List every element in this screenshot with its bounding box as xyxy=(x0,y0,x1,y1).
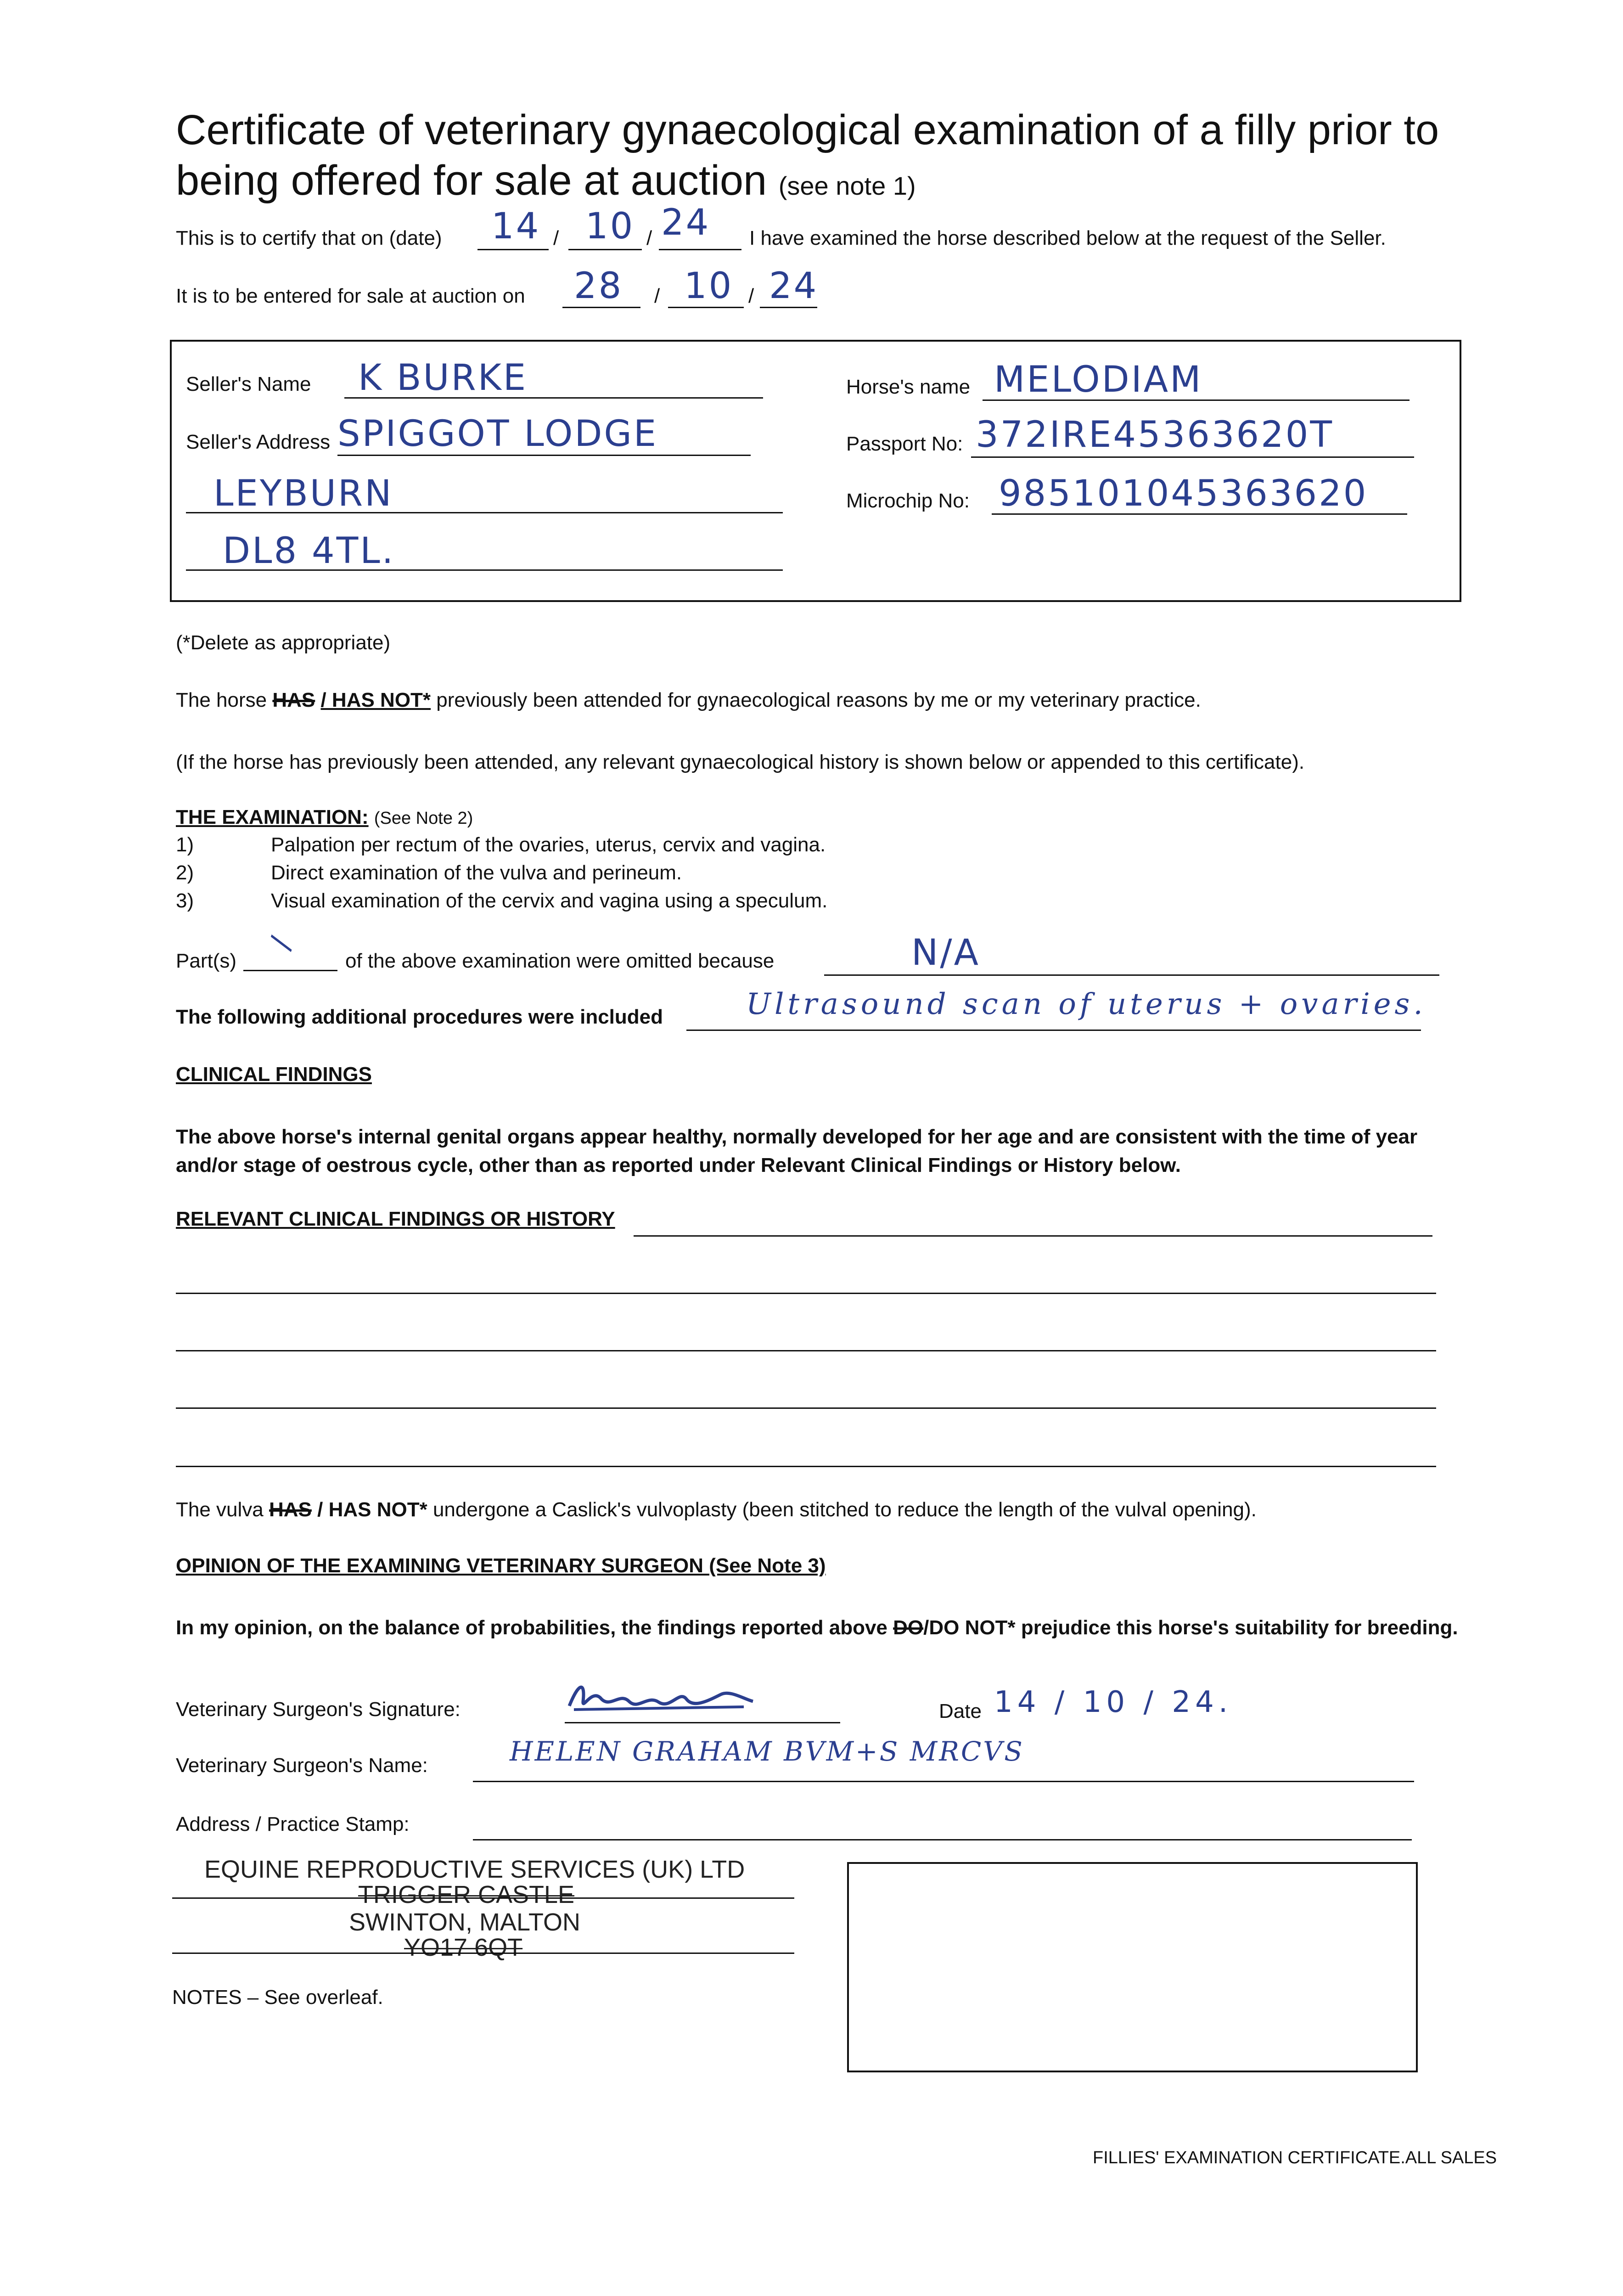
seller-address-line3[interactable]: DL8 4TL. xyxy=(223,530,395,572)
vulva-suffix: undergone a Caslick's vulvoplasty (been stitched to reduce the length of the vulval opening). xyxy=(432,1498,1257,1521)
exam-date-month[interactable]: 10 xyxy=(585,206,635,247)
exam-date-day[interactable]: 14 xyxy=(491,206,541,247)
attended-prefix: The horse xyxy=(176,689,267,711)
exam-item-1-text: Palpation per rectum of the ovaries, uterus, cervix and vagina. xyxy=(271,833,826,856)
omitted-parts-value[interactable]: / xyxy=(263,931,299,954)
clinical-statement: The above horse's internal genital organs appear healthy, normally developed for her age and are consistent with the time of year and/or stage of oestrous cycle, other than as reported under Relevant Clinical Findings or History below. xyxy=(176,1125,1418,1176)
attended-kept[interactable]: / HAS NOT* xyxy=(320,689,431,711)
stamp-line-3: SWINTON, MALTON xyxy=(349,1908,581,1936)
sale-date-sep2: / xyxy=(748,285,754,307)
relevant-line-5[interactable] xyxy=(176,1466,1436,1467)
attended-suffix: previously been attended for gynaecological reasons by me or my veterinary practice. xyxy=(436,689,1201,711)
surgeon-name-label: Veterinary Surgeon's Name: xyxy=(176,1754,428,1777)
examination-note: (See Note 2) xyxy=(374,809,473,828)
title-note: (see note 1) xyxy=(778,171,916,200)
sale-date-month[interactable]: 10 xyxy=(684,265,734,307)
date-label: Date xyxy=(939,1700,982,1722)
relevant-line-4[interactable] xyxy=(176,1407,1436,1409)
sale-prefix: It is to be entered for sale at auction on xyxy=(176,285,525,307)
opinion-kept[interactable]: /DO NOT* xyxy=(923,1616,1016,1639)
exam-item-2-num: 2) xyxy=(176,861,194,884)
relevant-line-3[interactable] xyxy=(176,1350,1436,1351)
delete-note: (*Delete as appropriate) xyxy=(176,631,391,654)
sale-date-sep1: / xyxy=(654,285,660,307)
attended-struck: HAS xyxy=(272,689,315,711)
title-main: Certificate of veterinary gynaecological examination of a filly prior to being offered for sale at auction xyxy=(176,107,1439,204)
omitted-reason[interactable]: N/A xyxy=(911,932,980,974)
relevant-line-1[interactable] xyxy=(634,1235,1432,1237)
seller-name-label: Seller's Name xyxy=(186,373,311,395)
seller-address-label: Seller's Address xyxy=(186,431,331,453)
seller-address-line1[interactable]: SPIGGOT LODGE xyxy=(337,413,658,455)
microchip-label: Microchip No: xyxy=(846,490,970,512)
opinion-struck: DO xyxy=(893,1616,924,1639)
exam-date-year[interactable]: 24 xyxy=(661,202,711,243)
omitted-mid: of the above examination were omitted because xyxy=(345,950,775,972)
vulva-struck: HAS xyxy=(269,1498,312,1521)
passport-label: Passport No: xyxy=(846,433,963,455)
signature-label: Veterinary Surgeon's Signature: xyxy=(176,1698,461,1721)
relevant-heading: RELEVANT CLINICAL FINDINGS OR HISTORY xyxy=(176,1208,615,1230)
certificate-title xyxy=(176,105,1484,211)
opinion-suffix: prejudice this horse's suitability for breeding. xyxy=(1021,1616,1458,1639)
relevant-line-2[interactable] xyxy=(176,1293,1436,1294)
opinion-heading: OPINION OF THE EXAMINING VETERINARY SURGEON (See Note 3) xyxy=(176,1554,826,1577)
history-note: (If the horse has previously been attended, any relevant gynaecological history is shown below or appended to this certificate). xyxy=(176,751,1305,773)
stamp-line-2: TRIGGER CASTLE xyxy=(358,1881,575,1908)
passport-value[interactable]: 372IRE45363620T xyxy=(976,414,1334,456)
opinion-prefix: In my opinion, on the balance of probabilities, the findings reported above xyxy=(176,1616,887,1639)
sale-date-day[interactable]: 28 xyxy=(574,265,623,307)
vulva-prefix: The vulva xyxy=(176,1498,264,1521)
certify-prefix: This is to certify that on (date) xyxy=(176,227,442,249)
clinical-heading: CLINICAL FINDINGS xyxy=(176,1063,372,1086)
sale-date-year[interactable]: 24 xyxy=(769,265,819,307)
exam-item-3-text: Visual examination of the cervix and vagina using a speculum. xyxy=(271,889,828,912)
opinion-text xyxy=(176,1614,1475,1642)
vulva-line xyxy=(176,1498,1257,1521)
attended-line xyxy=(176,689,1201,712)
examination-heading-line xyxy=(176,806,473,829)
exam-item-3-num: 3) xyxy=(176,889,194,912)
vulva-kept[interactable]: / HAS NOT* xyxy=(317,1498,427,1521)
stamp-line-4: YO17 6QT xyxy=(404,1934,523,1961)
stamp-line-1: EQUINE REPRODUCTIVE SERVICES (UK) LTD xyxy=(204,1856,745,1883)
additional-value[interactable]: Ultrasound scan of uterus + ovaries. xyxy=(746,987,1426,1021)
surgeon-name-value[interactable]: HELEN GRAHAM BVM+S MRCVS xyxy=(510,1736,1024,1767)
notes-text: NOTES – See overleaf. xyxy=(172,1986,383,2009)
horse-name-value[interactable]: MELODIAM xyxy=(994,359,1203,400)
stamp-box[interactable] xyxy=(847,1862,1418,2072)
exam-item-2-text: Direct examination of the vulva and perineum. xyxy=(271,861,682,884)
signature-date-value[interactable]: 14 / 10 / 24. xyxy=(994,1685,1233,1719)
examination-heading: THE EXAMINATION: xyxy=(176,806,369,828)
horse-name-label: Horse's name xyxy=(846,376,971,398)
certify-suffix: I have examined the horse described below at the request of the Seller. xyxy=(749,227,1386,249)
microchip-value[interactable]: 985101045363620 xyxy=(999,473,1368,514)
seller-name-value[interactable]: K BURKE xyxy=(358,357,528,399)
exam-date-sep1: / xyxy=(553,227,559,249)
footer-text: FILLIES' EXAMINATION CERTIFICATE.ALL SALES xyxy=(1093,2148,1497,2167)
omitted-prefix: Part(s) xyxy=(176,950,236,972)
stamp-label: Address / Practice Stamp: xyxy=(176,1813,410,1835)
exam-item-1-num: 1) xyxy=(176,833,194,856)
exam-date-sep2: / xyxy=(646,227,652,249)
signature-mark[interactable] xyxy=(560,1674,762,1720)
additional-label: The following additional procedures were included xyxy=(176,1006,663,1028)
seller-address-line2[interactable]: LEYBURN xyxy=(213,473,393,514)
